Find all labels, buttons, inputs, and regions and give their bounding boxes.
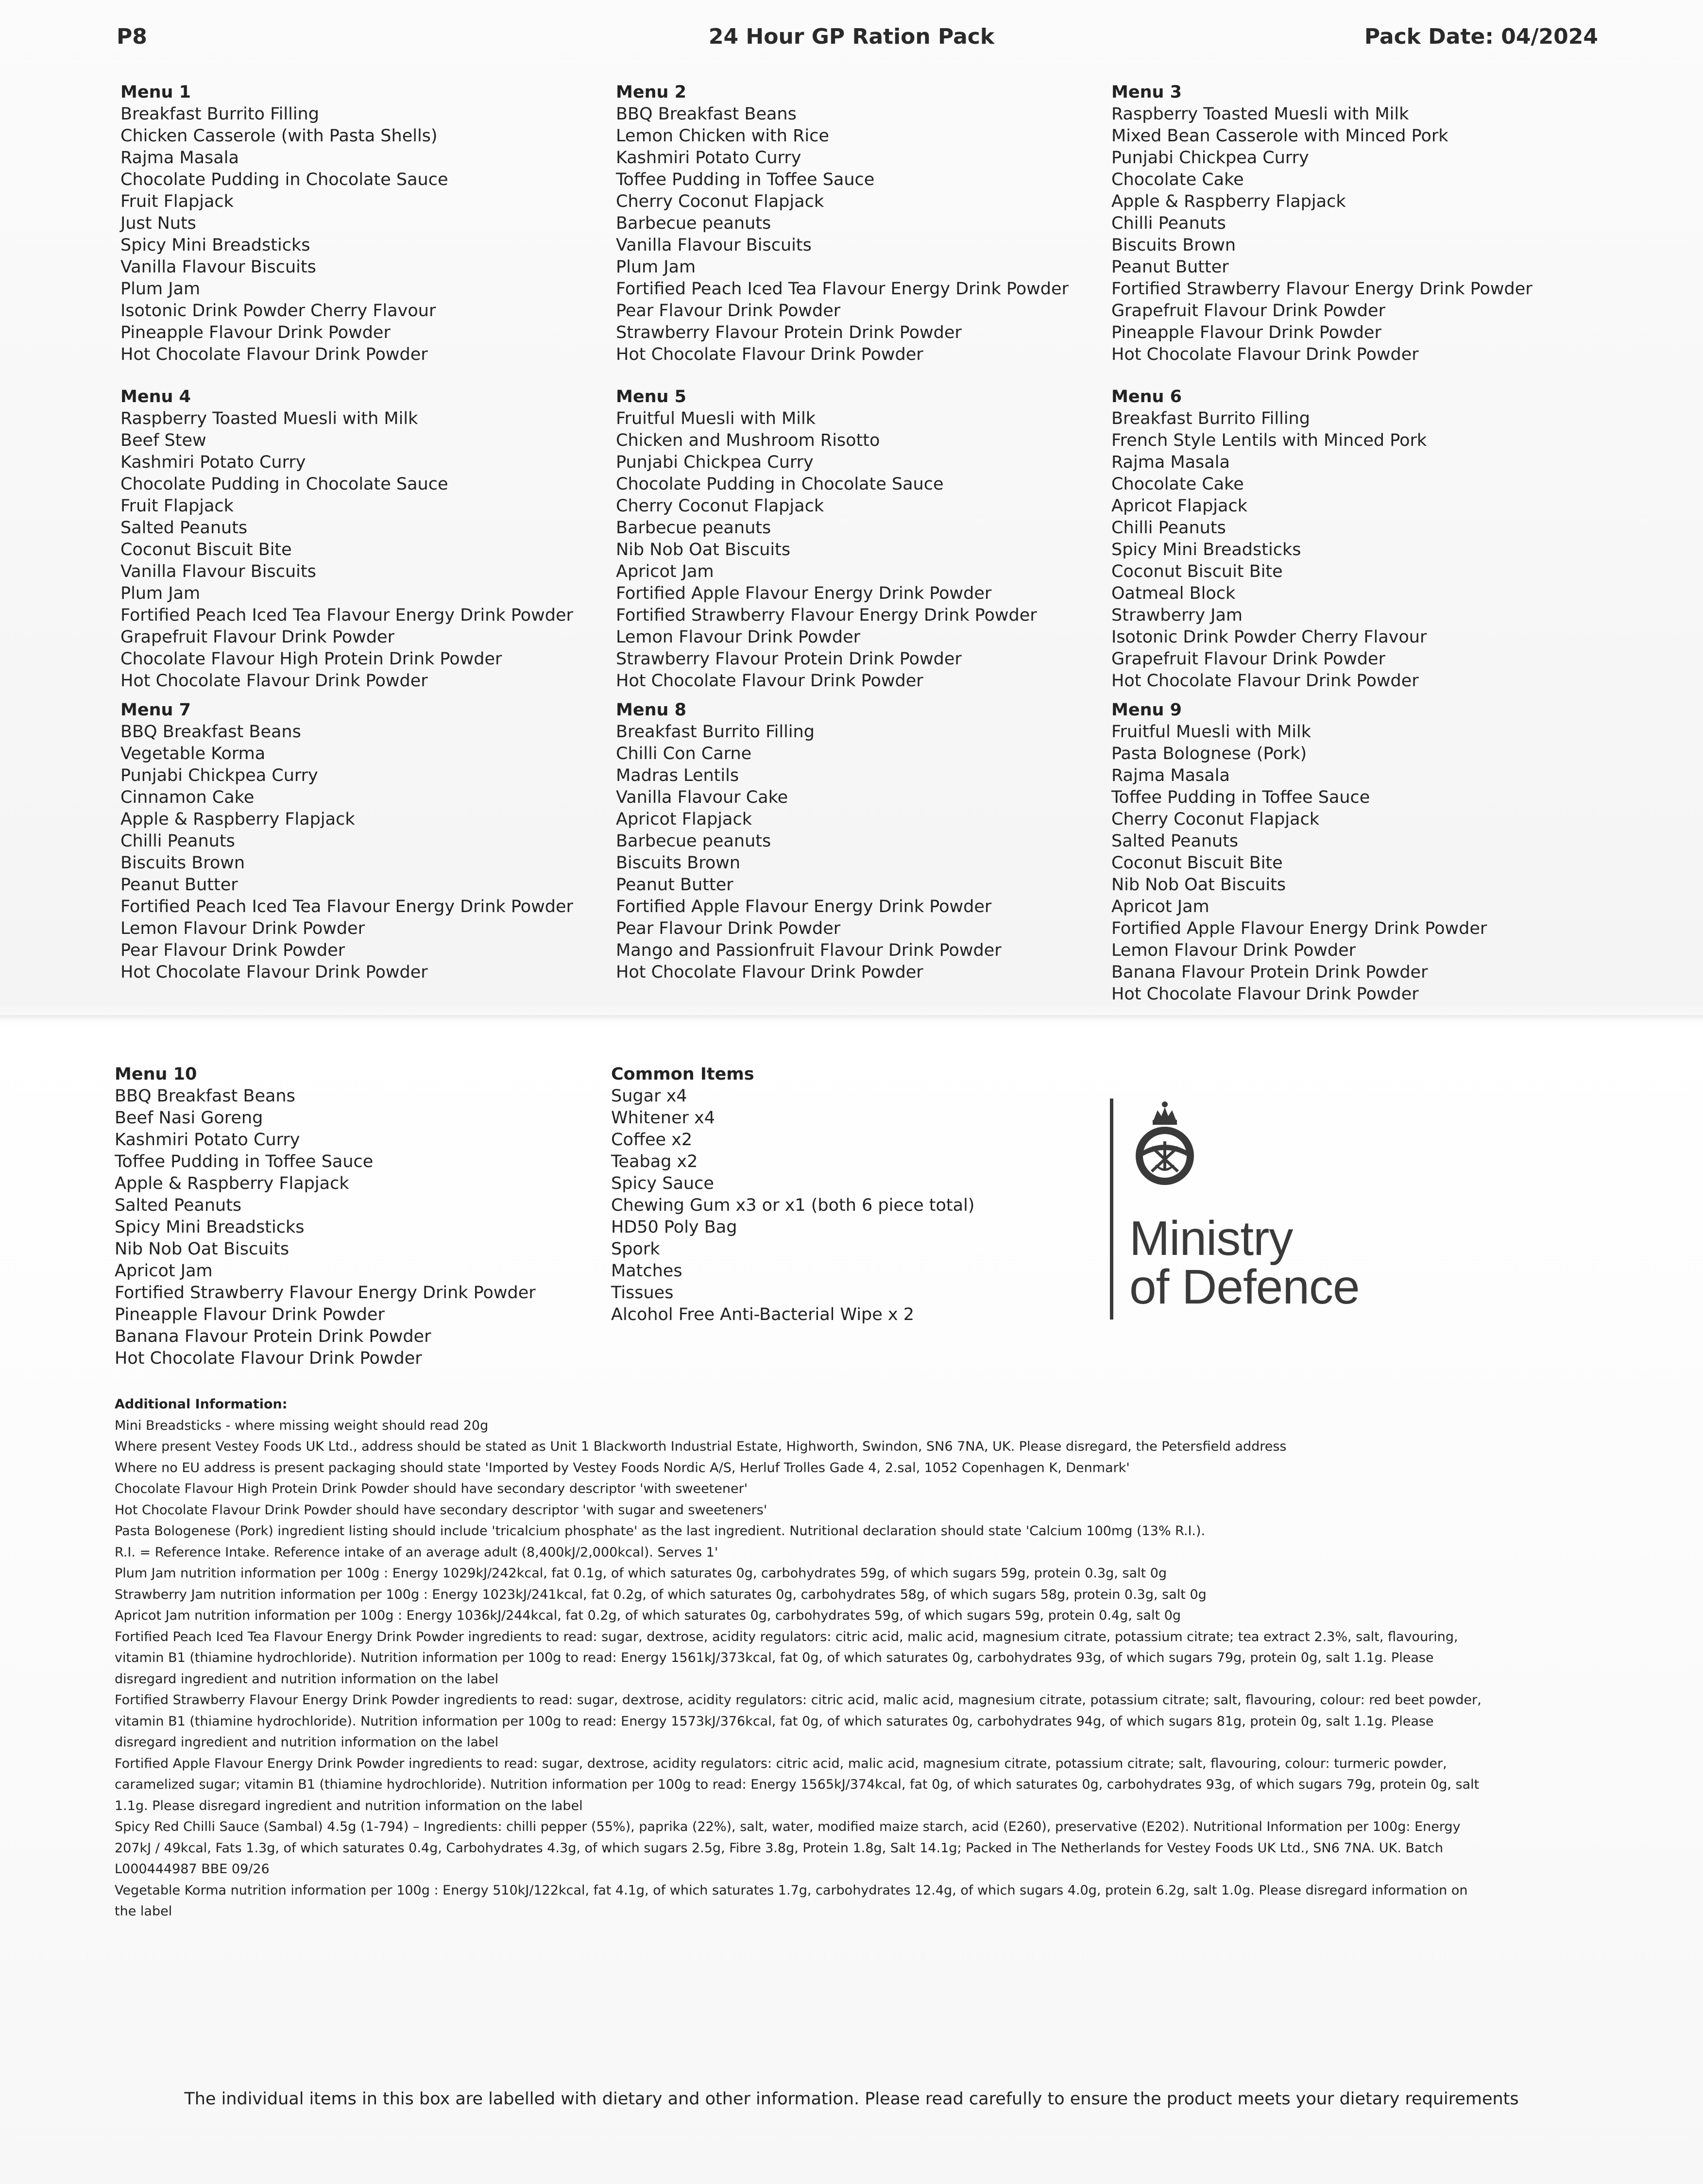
menu-item: Vanilla Flavour Biscuits	[616, 236, 812, 255]
menu-item: Barbecue peanuts	[616, 518, 771, 538]
menu-item: Hot Chocolate Flavour Drink Powder	[1111, 984, 1419, 1004]
menu-item: Hot Chocolate Flavour Drink Powder	[115, 1349, 422, 1368]
menu-item: Beef Stew	[120, 431, 206, 450]
menu-item: Chilli Peanuts	[1111, 214, 1226, 233]
common-item: Chewing Gum x3 or x1 (both 6 piece total)	[611, 1196, 975, 1215]
menu-item: Spicy Mini Breadsticks	[1111, 540, 1301, 559]
info-paragraph: Fortified Peach Iced Tea Flavour Energy Drink Powder ingredients to read: sugar, dextrose, acidity regulators: citric acid, malic acid, magnesium citrate, potassium citrate; tea extract 2.3%, salt, flavouring, vitamin B1 (thiamine hydrochloride). Nutrition information per 100g to read: Energy 1561kJ/373kcal, fat 0g, of which saturates 0g, carbohydrates 93g, of which sugars 79g, protein 0g, salt 1.1g. Please disregard ingredient and nutrition information on the label	[115, 1629, 1458, 1687]
menu-item: Biscuits Brown	[616, 853, 741, 873]
common-item: Coffee x2	[611, 1130, 693, 1150]
menu-item: Pasta Bolognese (Pork)	[1111, 744, 1307, 763]
common-item: Tissues	[611, 1283, 674, 1303]
menu-item: BBQ Breakfast Beans	[120, 722, 301, 742]
menu-item: Breakfast Burrito Filling	[616, 722, 815, 742]
common-items-block	[611, 1064, 974, 1326]
menu-item: Lemon Flavour Drink Powder	[120, 919, 365, 938]
menu-item: Beef Nasi Goreng	[115, 1108, 263, 1128]
info-paragraph: Plum Jam nutrition information per 100g : Energy 1029kJ/242kcal, fat 0.1g, of which saturates 0g, carbohydrates 59g, of which sugars 59g, protein 0.3g, salt 0g	[115, 1566, 1167, 1581]
menu-item: Apricot Flapjack	[1111, 496, 1247, 516]
menu-item: French Style Lentils with Minced Pork	[1111, 431, 1427, 450]
info-paragraph: Apricot Jam nutrition information per 100g : Energy 1036kJ/244kcal, fat 0.2g, of which saturates 0g, carbohydrates 59g, of which sugars 59g, protein 0.4g, salt 0g	[115, 1608, 1181, 1623]
menu-item: Peanut Butter	[120, 875, 238, 895]
info-paragraph: Fortified Strawberry Flavour Energy Drink Powder ingredients to read: sugar, dextrose, acidity regulators: citric acid, malic acid, magnesium citrate, potassium citrate; salt, flavouring, colour: red beet powder, vitamin B1 (thiamine hydrochloride). Nutrition information per 100g to read: Energy 1573kJ/376kcal, fat 0g, of which saturates 0g, carbohydrates 94g, of which sugars 81g, protein 0g, salt 1.1g. Please disregard ingredient and nutrition information on the label	[115, 1693, 1482, 1750]
menu-3-block	[1111, 82, 1549, 366]
menu-item: Fortified Strawberry Flavour Energy Drink Powder	[115, 1283, 536, 1303]
menu-item: Strawberry Flavour Protein Drink Powder	[616, 323, 962, 342]
menu-item: Madras Lentils	[616, 766, 739, 785]
additional-information-paragraphs	[115, 1415, 1484, 1922]
menu-item: Rajma Masala	[1111, 453, 1230, 472]
menu-item: Nib Nob Oat Biscuits	[115, 1239, 290, 1259]
menu-7-title: Menu 7	[120, 700, 191, 720]
menu-item: Mango and Passionfruit Flavour Drink Powder	[616, 941, 1002, 960]
menu-10-block	[115, 1064, 536, 1370]
menu-item: Punjabi Chickpea Curry	[120, 766, 318, 785]
menu-item: Chocolate Cake	[1111, 474, 1244, 494]
menu-item: Banana Flavour Protein Drink Powder	[115, 1327, 431, 1346]
menu-item: Punjabi Chickpea Curry	[1111, 148, 1309, 168]
menu-item: Chicken and Mushroom Risotto	[616, 431, 880, 450]
menu-item: Fruit Flapjack	[120, 192, 234, 211]
menu-6-title: Menu 6	[1111, 387, 1182, 406]
menu-item: Rajma Masala	[1111, 766, 1230, 785]
common-item: HD50 Poly Bag	[611, 1218, 737, 1237]
additional-information-title: Additional Information:	[115, 1397, 288, 1412]
menu-item: Plum Jam	[120, 279, 201, 299]
menu-item: Fortified Apple Flavour Energy Drink Powder	[1111, 919, 1487, 938]
menu-item: Chilli Con Carne	[616, 744, 752, 763]
menu-item: Fortified Peach Iced Tea Flavour Energy Drink Powder	[120, 897, 573, 916]
info-paragraph: Fortified Apple Flavour Energy Drink Powder ingredients to read: sugar, dextrose, acidity regulators: citric acid, malic acid, magnesium citrate, potassium citrate; salt, flavouring, colour: turmeric powder, caramelized sugar; vitamin B1 (thiamine hydrochloride). Nutrition information per 100g to read: Energy 1565kJ/374kcal, fat 0g, of which saturates 0g, carbohydrates 93g, of which sugars 79g, protein 0g, salt 1.1g. Please disregard ingredient and nutrition information on the label	[115, 1756, 1480, 1813]
common-item: Whitener x4	[611, 1108, 715, 1128]
additional-information	[115, 1394, 1484, 1922]
info-paragraph: Spicy Red Chilli Sauce (Sambal) 4.5g (1-794) – Ingredients: chilli pepper (55%), paprika (22%), salt, water, modified maize starch, acid (E260), preservative (E202). Nutritional Information per 100g: Energy 207kJ / 49kcal, Fats 1.3g, of which saturates 0.4g, Carbohydrates 4.3g, of which sugars 2.5g, Fibre 3.8g, Protein 1.8g, Salt 14.1g; Packed in The Netherlands for Vestey Foods UK Ltd., SN6 7NA. UK. Batch L000444987 BBE 09/26	[115, 1819, 1461, 1877]
menu-item: Cherry Coconut Flapjack	[616, 496, 824, 516]
common-item: Spicy Sauce	[611, 1174, 714, 1193]
menu-item: Toffee Pudding in Toffee Sauce	[1111, 788, 1370, 807]
menu-item: Fortified Peach Iced Tea Flavour Energy Drink Powder	[120, 606, 573, 625]
menu-item: Vegetable Korma	[120, 744, 266, 763]
menu-item: Apricot Jam	[616, 562, 714, 581]
menu-item: Fortified Peach Iced Tea Flavour Energy Drink Powder	[616, 279, 1069, 299]
menu-item: Chilli Peanuts	[120, 831, 235, 851]
menu-item: Isotonic Drink Powder Cherry Flavour	[120, 301, 436, 321]
info-paragraph: R.I. = Reference Intake. Reference intake of an average adult (8,400kJ/2,000kcal). Serves 1'	[115, 1544, 718, 1560]
menu-item: Mixed Bean Casserole with Minced Pork	[1111, 126, 1448, 146]
info-paragraph: Where present Vestey Foods UK Ltd., address should be stated as Unit 1 Blackworth Industrial Estate, Highworth, Swindon, SN6 7NA, UK. Please disregard, the Petersfield address	[115, 1439, 1287, 1454]
menu-8-block	[616, 699, 1053, 983]
info-paragraph: Pasta Bologenese (Pork) ingredient listing should include 'tricalcium phosphate' as the last ingredient. Nutritional declaration should state 'Calcium 100mg (13% R.I.).	[115, 1524, 1206, 1539]
menu-item: Grapefruit Flavour Drink Powder	[1111, 649, 1385, 669]
menu-item: Fortified Apple Flavour Energy Drink Powder	[616, 584, 992, 603]
menu-item: BBQ Breakfast Beans	[616, 104, 797, 124]
footer-notice: The individual items in this box are labelled with dietary and other information. Please read carefully to ensure the product meets your dietary requirements	[184, 2089, 1519, 2109]
menu-item: Hot Chocolate Flavour Drink Powder	[616, 963, 923, 982]
common-item: Spork	[611, 1239, 660, 1259]
info-paragraph: Chocolate Flavour High Protein Drink Powder should have secondary descriptor 'with sweetener'	[115, 1481, 748, 1496]
menu-4-title: Menu 4	[120, 387, 191, 406]
menu-item: Salted Peanuts	[115, 1196, 242, 1215]
menu-item: Grapefruit Flavour Drink Powder	[1111, 301, 1385, 321]
menu-item: Raspberry Toasted Muesli with Milk	[1111, 104, 1409, 124]
menu-item: Cherry Coconut Flapjack	[1111, 810, 1320, 829]
menu-item: Fortified Strawberry Flavour Energy Drink Powder	[1111, 279, 1533, 299]
menu-item: Apricot Jam	[115, 1261, 213, 1281]
ministry-of-defence-logo	[1110, 1099, 1411, 1327]
menu-item: Apricot Flapjack	[616, 810, 752, 829]
menu-item: Pear Flavour Drink Powder	[616, 919, 841, 938]
menu-item: Pear Flavour Drink Powder	[616, 301, 841, 321]
logo-line-1: Ministry	[1129, 1211, 1293, 1266]
common-item: Alcohol Free Anti-Bacterial Wipe x 2	[611, 1305, 915, 1324]
menu-item: Hot Chocolate Flavour Drink Powder	[616, 671, 923, 691]
common-items-list	[611, 1085, 974, 1326]
menu-3-title: Menu 3	[1111, 83, 1182, 102]
menu-item: Fortified Strawberry Flavour Energy Drink Powder	[616, 606, 1037, 625]
menu-item: Apricot Jam	[1111, 897, 1209, 916]
info-paragraph: Where no EU address is present packaging should state 'Imported by Vestey Foods Nordic A/S, Herluf Trolles Gade 4, 2.sal, 1052 Copenhagen K, Denmark'	[115, 1460, 1130, 1475]
menu-item: Chilli Peanuts	[1111, 518, 1226, 538]
menu-item: Apple & Raspberry Flapjack	[120, 810, 355, 829]
menu-4-block	[120, 386, 573, 692]
menu-item: Fortified Apple Flavour Energy Drink Powder	[616, 897, 992, 916]
menu-item: Chocolate Pudding in Chocolate Sauce	[120, 474, 448, 494]
menu-item: Pineapple Flavour Drink Powder	[120, 323, 391, 342]
menu-item: Spicy Mini Breadsticks	[120, 236, 310, 255]
menu-item: Toffee Pudding in Toffee Sauce	[616, 170, 875, 189]
menu-10-items	[115, 1085, 536, 1370]
menu-item: Hot Chocolate Flavour Drink Powder	[120, 345, 428, 364]
page-header	[0, 19, 1703, 58]
menu-item: Hot Chocolate Flavour Drink Powder	[616, 345, 923, 364]
logo-wordmark	[1129, 1211, 1360, 1314]
menu-item: BBQ Breakfast Beans	[115, 1086, 295, 1106]
menu-item: Biscuits Brown	[1111, 236, 1236, 255]
menu-1-title: Menu 1	[120, 83, 191, 102]
menu-item: Vanilla Flavour Biscuits	[120, 257, 316, 277]
paper-fold-shadow	[0, 1015, 1703, 1021]
menu-item: Raspberry Toasted Muesli with Milk	[120, 409, 418, 428]
menu-item: Chocolate Pudding in Chocolate Sauce	[616, 474, 944, 494]
info-paragraph: Hot Chocolate Flavour Drink Powder should have secondary descriptor 'with sugar and sweeteners'	[115, 1502, 767, 1518]
menu-item: Coconut Biscuit Bite	[1111, 853, 1283, 873]
menu-5-block	[616, 386, 1053, 692]
menu-item: Strawberry Flavour Protein Drink Powder	[616, 649, 962, 669]
menu-item: Chicken Casserole (with Pasta Shells)	[120, 126, 438, 146]
menu-2-title: Menu 2	[616, 83, 686, 102]
page-title: 24 Hour GP Ration Pack	[708, 24, 995, 49]
menu-item: Chocolate Pudding in Chocolate Sauce	[120, 170, 448, 189]
common-item: Sugar x4	[611, 1086, 687, 1106]
menu-item: Nib Nob Oat Biscuits	[1111, 875, 1286, 895]
menu-item: Rajma Masala	[120, 148, 239, 168]
menu-item: Banana Flavour Protein Drink Powder	[1111, 963, 1428, 982]
common-item: Teabag x2	[611, 1152, 698, 1171]
menu-item: Fruitful Muesli with Milk	[616, 409, 816, 428]
menu-item: Chocolate Flavour High Protein Drink Powder	[120, 649, 502, 669]
menu-item: Hot Chocolate Flavour Drink Powder	[120, 671, 428, 691]
menu-item: Isotonic Drink Powder Cherry Flavour	[1111, 627, 1427, 647]
menu-2-block	[616, 82, 1069, 366]
pack-code: P8	[117, 24, 147, 49]
menu-9-block	[1111, 699, 1549, 1005]
menu-item: Breakfast Burrito Filling	[120, 104, 319, 124]
info-paragraph: Strawberry Jam nutrition information per 100g : Energy 1023kJ/241kcal, fat 0.2g, of which saturates 0g, carbohydrates 58g, of which sugars 58g, protein 0.3g, salt 0g	[115, 1587, 1207, 1602]
logo-bar	[1110, 1099, 1113, 1320]
menu-item: Apple & Raspberry Flapjack	[1111, 192, 1346, 211]
menu-item: Barbecue peanuts	[616, 831, 771, 851]
menu-item: Hot Chocolate Flavour Drink Powder	[120, 963, 428, 982]
menu-item: Kashmiri Potato Curry	[616, 148, 801, 168]
menu-item: Vanilla Flavour Biscuits	[120, 562, 316, 581]
menu-item: Apple & Raspberry Flapjack	[115, 1174, 349, 1193]
menu-6-block	[1111, 386, 1549, 692]
menu-item: Salted Peanuts	[1111, 831, 1239, 851]
menu-item: Cherry Coconut Flapjack	[616, 192, 824, 211]
menu-item: Vanilla Flavour Cake	[616, 788, 788, 807]
menu-item: Breakfast Burrito Filling	[1111, 409, 1310, 428]
menu-item: Grapefruit Flavour Drink Powder	[120, 627, 394, 647]
menu-item: Hot Chocolate Flavour Drink Powder	[1111, 671, 1419, 691]
menu-item: Hot Chocolate Flavour Drink Powder	[1111, 345, 1419, 364]
menu-item: Peanut Butter	[1111, 257, 1229, 277]
menu-item: Coconut Biscuit Bite	[120, 540, 292, 559]
menu-item: Plum Jam	[120, 584, 201, 603]
menu-item: Toffee Pudding in Toffee Sauce	[115, 1152, 374, 1171]
menu-item: Nib Nob Oat Biscuits	[616, 540, 791, 559]
menu-item: Pineapple Flavour Drink Powder	[1111, 323, 1381, 342]
menu-item: Plum Jam	[616, 257, 696, 277]
info-paragraph: Mini Breadsticks - where missing weight should read 20g	[115, 1418, 489, 1433]
menu-item: Lemon Flavour Drink Powder	[616, 627, 861, 647]
ministry-of-defence-crest-icon	[1128, 1099, 1201, 1196]
menu-item: Strawberry Jam	[1111, 606, 1243, 625]
menu-item: Spicy Mini Breadsticks	[115, 1218, 305, 1237]
menu-8-title: Menu 8	[616, 700, 686, 720]
common-items-title: Common Items	[611, 1065, 754, 1084]
menu-item: Lemon Chicken with Rice	[616, 126, 829, 146]
menu-item: Barbecue peanuts	[616, 214, 771, 233]
menu-item: Just Nuts	[120, 214, 196, 233]
menu-item: Kashmiri Potato Curry	[120, 453, 306, 472]
logo-line-2: of Defence	[1129, 1260, 1360, 1314]
menu-item: Cinnamon Cake	[120, 788, 255, 807]
menu-item: Chocolate Cake	[1111, 170, 1244, 189]
info-paragraph: Vegetable Korma nutrition information per 100g : Energy 510kJ/122kcal, fat 4.1g, of which saturates 1.7g, carbohydrates 12.4g, of which sugars 4.0g, protein 6.2g, salt 1.0g. Please disregard information on the label	[115, 1882, 1468, 1919]
menu-item: Peanut Butter	[616, 875, 733, 895]
menu-item: Pear Flavour Drink Powder	[120, 941, 345, 960]
menu-5-title: Menu 5	[616, 387, 686, 406]
menu-item: Salted Peanuts	[120, 518, 248, 538]
menu-item: Punjabi Chickpea Curry	[616, 453, 814, 472]
menu-item: Kashmiri Potato Curry	[115, 1130, 300, 1150]
menu-7-block	[120, 699, 573, 983]
menu-item: Coconut Biscuit Bite	[1111, 562, 1283, 581]
menu-item: Oatmeal Block	[1111, 584, 1236, 603]
menu-1-block	[120, 82, 558, 366]
pack-date: Pack Date: 04/2024	[1364, 24, 1598, 49]
menu-10-title: Menu 10	[115, 1065, 197, 1084]
menu-item: Fruitful Muesli with Milk	[1111, 722, 1311, 742]
menu-9-title: Menu 9	[1111, 700, 1182, 720]
menu-item: Biscuits Brown	[120, 853, 245, 873]
menu-item: Pineapple Flavour Drink Powder	[115, 1305, 385, 1324]
menu-item: Fruit Flapjack	[120, 496, 234, 516]
common-item: Matches	[611, 1261, 682, 1281]
menu-item: Lemon Flavour Drink Powder	[1111, 941, 1356, 960]
